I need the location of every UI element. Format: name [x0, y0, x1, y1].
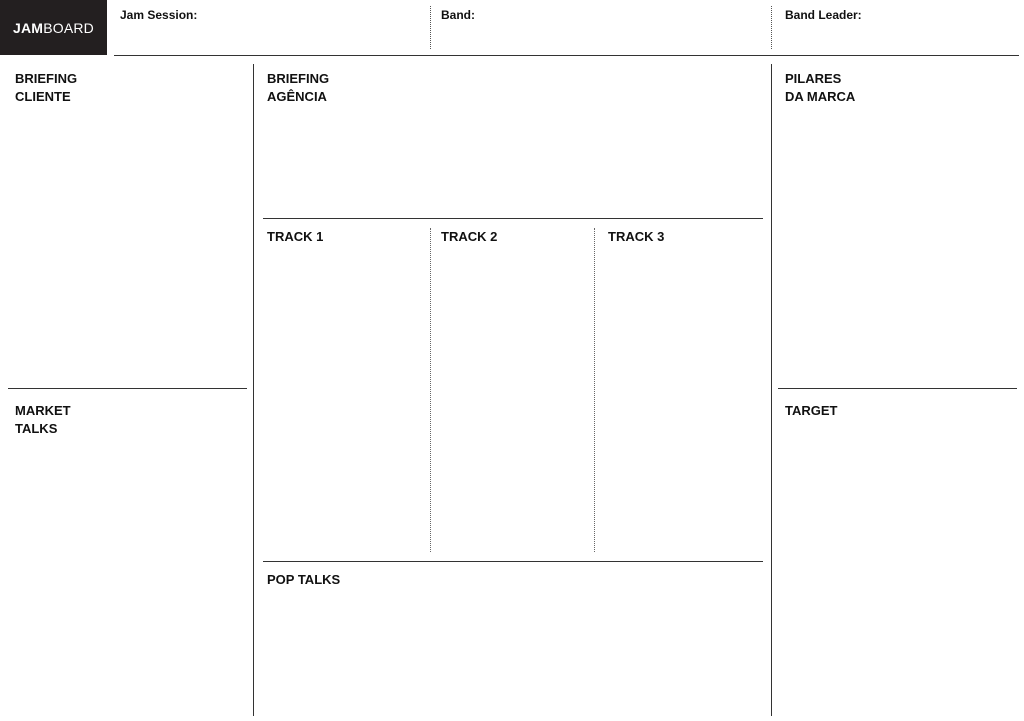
- track-1-title: TRACK 1: [267, 229, 324, 244]
- market-talks-area[interactable]: [8, 442, 246, 714]
- market-talks-line2: TALKS: [15, 421, 58, 436]
- logo-bold-text: JAM: [13, 19, 44, 36]
- pop-talks-title: POP TALKS: [267, 572, 341, 587]
- logo-light-text: BOARD: [43, 19, 94, 36]
- header-separator-1: [430, 6, 431, 49]
- pop-talks-area[interactable]: [262, 594, 762, 714]
- header-bottom-line: [114, 55, 1019, 56]
- track-2-area[interactable]: [436, 250, 590, 552]
- target-title: TARGET: [785, 403, 838, 418]
- jamboard-logo: [0, 0, 107, 55]
- track-separator-2: [594, 228, 595, 552]
- left-column-divider: [253, 64, 254, 716]
- track-3-title: TRACK 3: [608, 229, 665, 244]
- pilares-da-marca-line1: PILARES: [785, 71, 842, 86]
- market-talks-line1: MARKET: [15, 403, 71, 418]
- left-middle-line: [8, 388, 247, 389]
- market-talks-title: [15, 402, 71, 438]
- jam-session-label: Jam Session:: [120, 8, 198, 22]
- briefing-agencia-line1: BRIEFING: [267, 71, 330, 86]
- track-3-area[interactable]: [600, 250, 762, 552]
- briefing-agencia-area[interactable]: [262, 110, 762, 214]
- pilares-da-marca-title: [785, 70, 855, 106]
- band-label: Band:: [441, 8, 475, 22]
- right-column-divider: [771, 64, 772, 716]
- pilares-da-marca-area[interactable]: [780, 110, 1016, 382]
- briefing-cliente-area[interactable]: [8, 110, 246, 382]
- center-upper-line: [263, 218, 763, 219]
- jam-session-field[interactable]: [116, 24, 426, 52]
- target-area[interactable]: [780, 424, 1016, 714]
- briefing-agencia-title: [267, 70, 329, 106]
- band-field[interactable]: [436, 24, 766, 52]
- header-separator-2: [771, 6, 772, 49]
- track-2-title: TRACK 2: [441, 229, 498, 244]
- briefing-cliente-line2: CLIENTE: [15, 89, 71, 104]
- center-lower-line: [263, 561, 763, 562]
- band-leader-field[interactable]: [780, 24, 1016, 52]
- band-leader-label: Band Leader:: [785, 8, 862, 22]
- track-separator-1: [430, 228, 431, 552]
- briefing-agencia-line2: AGÊNCIA: [267, 89, 327, 104]
- briefing-cliente-line1: BRIEFING: [15, 71, 78, 86]
- briefing-cliente-title: [15, 70, 77, 106]
- pilares-da-marca-line2: DA MARCA: [785, 89, 856, 104]
- track-1-area[interactable]: [262, 250, 426, 552]
- right-middle-line: [778, 388, 1017, 389]
